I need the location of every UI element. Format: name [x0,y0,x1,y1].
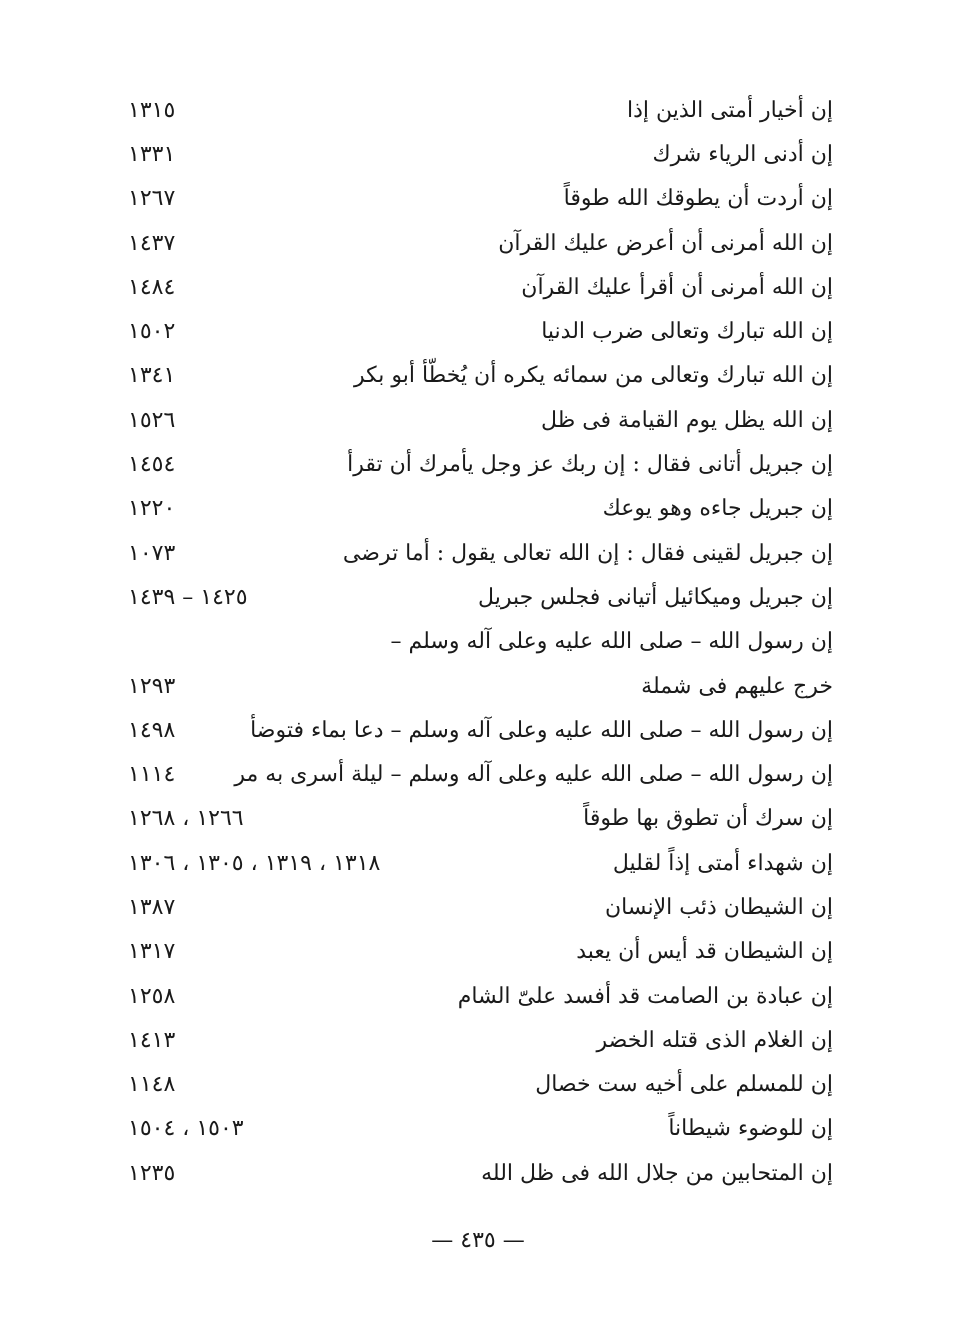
entry-text: إن جبريل جاءه وهو يوعك [602,496,833,522]
index-entry [128,1018,833,1062]
index-entry [128,885,833,929]
entry-text: إن أدنى الرياء شرك [652,141,833,167]
index-entry [128,177,833,221]
entry-refs: ١٣١٥ [128,97,176,123]
index-entry [128,1107,833,1151]
index-entry [128,930,833,974]
entry-text: إن جبريل أتانى فقال : إن ربك عز وجل يأمرك أن تقرأ [347,452,833,478]
entry-text: إن المتحابين من جلال الله فى ظل الله [481,1160,833,1186]
entry-text: خرج عليهم فى شملة [641,673,833,699]
index-entry [128,221,833,265]
entry-refs: ١٣٨٧ [128,894,176,920]
entry-text: إن للمسلم على أخيه ست خصال [535,1072,833,1098]
entry-refs: ١٥٢٦ [128,407,176,433]
entry-text: إن الشيطان ذئب الإنسان [604,894,833,920]
entry-text: إن جبريل لقينى فقال : إن الله تعالى يقول : أما ترضى [342,540,833,566]
entry-refs: ١١١٤ [128,762,176,788]
entry-text: إن رسول الله – صلى الله عليه وعلى آله وسلم – دعا بماء فتوضأ [250,717,833,743]
entry-refs: ١٣٣١ [128,141,176,167]
entry-text: إن جبريل وميكائيل أتيانى فجلس جبريل [478,584,833,610]
index-entry [128,797,833,841]
entry-text: إن سرك أن تطوق بها طوقاً [583,806,833,832]
index-entry [128,531,833,575]
entry-refs: ١٣٤١ [128,363,176,389]
entry-text: إن الله أمرنى أن أقرأ عليك القرآن [521,274,833,300]
entry-refs: ١٤٥٤ [128,452,176,478]
index-entry [128,442,833,486]
hadith-index-list [128,88,833,1195]
entry-refs: ١٢٢٠ [128,496,176,522]
entry-text: إن شهداء أمتى إذاً لقليل [612,850,833,876]
index-entry [128,708,833,752]
entry-text: إن الله تبارك وتعالى من سمائه يكره أن يُخطّأ أبو بكر [353,363,833,389]
index-entry [128,620,833,664]
entry-refs: ١٤٩٨ [128,717,176,743]
index-entry [128,752,833,796]
entry-refs: ١٤٨٤ [128,274,176,300]
entry-refs: ١٤١٣ [128,1027,176,1053]
entry-text: إن الله أمرنى أن أعرض عليك القرآن [498,230,833,256]
entry-text: إن الله تبارك وتعالى ضرب الدنيا [541,319,833,345]
index-entry [128,354,833,398]
entry-refs: ١٠٧٣ [128,540,176,566]
index-entry [128,132,833,176]
index-entry [128,88,833,132]
entry-text: إن الشيطان قد أيس أن يعبد [576,939,833,965]
index-entry [128,1151,833,1195]
entry-refs: ١٤٣٧ [128,230,176,256]
index-entry [128,398,833,442]
entry-text: إن رسول الله – صلى الله عليه وعلى آله وسلم – ليلة أسرى به مر [234,762,833,788]
entry-refs: ١٢٦٧ [128,186,176,212]
entry-text: إن للوضوء شيطاناً [668,1116,833,1142]
entry-refs: ١١٤٨ [128,1072,176,1098]
entry-text: إن الغلام الذى قتله الخضر [596,1027,833,1053]
entry-text: إن أردت أن يطوقك الله طوقاً [563,186,833,212]
entry-refs: ١٥٠٢ [128,319,176,345]
entry-refs: ١٥٠٣ ، ١٥٠٤ [128,1116,244,1142]
page-number: — ٤٣٥ — [431,1228,525,1253]
entry-text: إن رسول الله – صلى الله عليه وعلى آله وسلم – [390,629,833,655]
index-entry [128,487,833,531]
index-entry [128,575,833,619]
index-entry [128,664,833,708]
entry-refs: ١٤٢٥ – ١٤٣٩ [128,584,248,610]
index-entry [128,974,833,1018]
index-entry [128,309,833,353]
index-entry [128,265,833,309]
entry-refs: ١٢٣٥ [128,1160,176,1186]
entry-refs: ١٢٥٨ [128,983,176,1009]
entry-text: إن الله يظل يوم القيامة فى ظل [541,407,833,433]
entry-refs: ١٢٩٣ [128,673,176,699]
index-entry [128,1063,833,1107]
entry-refs: ١٢٦٦ ، ١٢٦٨ [128,806,244,832]
index-entry [128,841,833,885]
entry-refs: ١٣١٨ ، ١٣١٩ ، ١٣٠٥ ، ١٣٠٦ [128,850,381,876]
entry-refs: ١٣١٧ [128,939,176,965]
entry-text: إن عبادة بن الصامت قد أفسد علىّ الشام [457,983,833,1009]
entry-text: إن أخيار أمتى الذين إذا [626,97,833,123]
